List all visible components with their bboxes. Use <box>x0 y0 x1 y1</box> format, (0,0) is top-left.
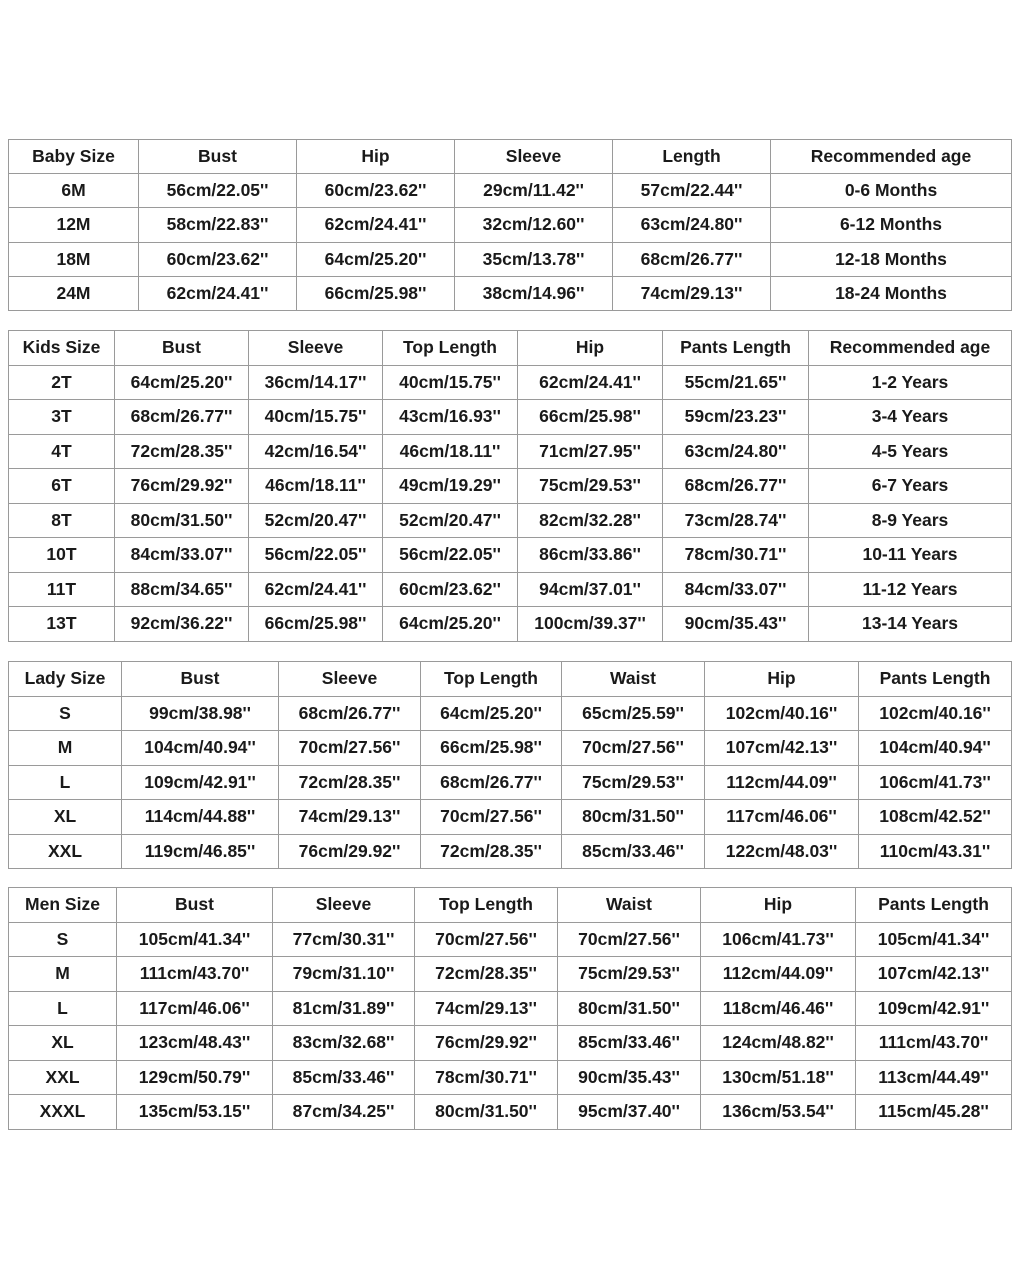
measurement-cell: 75cm/29.53'' <box>518 469 663 504</box>
measurement-cell: 85cm/33.46'' <box>562 834 705 869</box>
column-header: Men Size <box>9 888 117 923</box>
table-row <box>9 765 1012 800</box>
measurement-cell: 75cm/29.53'' <box>562 765 705 800</box>
measurement-cell: 108cm/42.52'' <box>859 800 1012 835</box>
measurement-cell: 92cm/36.22'' <box>115 607 249 642</box>
measurement-cell: 80cm/31.50'' <box>115 503 249 538</box>
measurement-cell: 68cm/26.77'' <box>115 400 249 435</box>
column-header: Baby Size <box>9 140 139 174</box>
size-label-cell: 6T <box>9 469 115 504</box>
measurement-cell: 66cm/25.98'' <box>421 731 562 766</box>
measurement-cell: 124cm/48.82'' <box>701 1026 856 1061</box>
measurement-cell: 58cm/22.83'' <box>139 208 297 242</box>
measurement-cell: 64cm/25.20'' <box>421 696 562 731</box>
table-row <box>9 365 1012 400</box>
column-header: Hip <box>518 331 663 366</box>
table-row <box>9 991 1012 1026</box>
column-header: Hip <box>701 888 856 923</box>
table-row <box>9 434 1012 469</box>
measurement-cell: 6-12 Months <box>771 208 1012 242</box>
measurement-cell: 62cm/24.41'' <box>249 572 383 607</box>
measurement-cell: 84cm/33.07'' <box>663 572 809 607</box>
measurement-cell: 66cm/25.98'' <box>518 400 663 435</box>
measurement-cell: 66cm/25.98'' <box>297 276 455 310</box>
size-label-cell: XXL <box>9 1060 117 1095</box>
measurement-cell: 57cm/22.44'' <box>613 174 771 208</box>
measurement-cell: 46cm/18.11'' <box>249 469 383 504</box>
table-row <box>9 696 1012 731</box>
size-label-cell: 10T <box>9 538 115 573</box>
size-label-cell: 6M <box>9 174 139 208</box>
lady-size-table-body <box>9 662 1012 869</box>
measurement-cell: 110cm/43.31'' <box>859 834 1012 869</box>
table-header-row <box>9 662 1012 697</box>
table-row <box>9 242 1012 276</box>
measurement-cell: 88cm/34.65'' <box>115 572 249 607</box>
men-size-table-body <box>9 888 1012 1130</box>
measurement-cell: 74cm/29.13'' <box>415 991 558 1026</box>
measurement-cell: 109cm/42.91'' <box>856 991 1012 1026</box>
measurement-cell: 56cm/22.05'' <box>249 538 383 573</box>
column-header: Kids Size <box>9 331 115 366</box>
table-header-row <box>9 888 1012 923</box>
measurement-cell: 29cm/11.42'' <box>455 174 613 208</box>
measurement-cell: 36cm/14.17'' <box>249 365 383 400</box>
measurement-cell: 111cm/43.70'' <box>856 1026 1012 1061</box>
table-row <box>9 1026 1012 1061</box>
measurement-cell: 63cm/24.80'' <box>663 434 809 469</box>
measurement-cell: 114cm/44.88'' <box>122 800 279 835</box>
measurement-cell: 70cm/27.56'' <box>415 922 558 957</box>
measurement-cell: 62cm/24.41'' <box>139 276 297 310</box>
measurement-cell: 38cm/14.96'' <box>455 276 613 310</box>
column-header: Waist <box>558 888 701 923</box>
measurement-cell: 107cm/42.13'' <box>705 731 859 766</box>
table-row <box>9 834 1012 869</box>
measurement-cell: 85cm/33.46'' <box>273 1060 415 1095</box>
measurement-cell: 74cm/29.13'' <box>279 800 421 835</box>
size-label-cell: L <box>9 765 122 800</box>
measurement-cell: 73cm/28.74'' <box>663 503 809 538</box>
measurement-cell: 68cm/26.77'' <box>663 469 809 504</box>
column-header: Sleeve <box>455 140 613 174</box>
table-row <box>9 800 1012 835</box>
column-header: Bust <box>139 140 297 174</box>
measurement-cell: 80cm/31.50'' <box>562 800 705 835</box>
measurement-cell: 129cm/50.79'' <box>117 1060 273 1095</box>
size-label-cell: 8T <box>9 503 115 538</box>
size-label-cell: 24M <box>9 276 139 310</box>
size-label-cell: S <box>9 696 122 731</box>
measurement-cell: 99cm/38.98'' <box>122 696 279 731</box>
measurement-cell: 46cm/18.11'' <box>383 434 518 469</box>
measurement-cell: 117cm/46.06'' <box>117 991 273 1026</box>
measurement-cell: 1-2 Years <box>809 365 1012 400</box>
measurement-cell: 105cm/41.34'' <box>117 922 273 957</box>
measurement-cell: 52cm/20.47'' <box>249 503 383 538</box>
kids-size-table <box>8 330 1012 642</box>
column-header: Bust <box>122 662 279 697</box>
measurement-cell: 70cm/27.56'' <box>421 800 562 835</box>
size-label-cell: 12M <box>9 208 139 242</box>
size-label-cell: M <box>9 731 122 766</box>
measurement-cell: 87cm/34.25'' <box>273 1095 415 1130</box>
measurement-cell: 70cm/27.56'' <box>279 731 421 766</box>
measurement-cell: 83cm/32.68'' <box>273 1026 415 1061</box>
measurement-cell: 6-7 Years <box>809 469 1012 504</box>
measurement-cell: 10-11 Years <box>809 538 1012 573</box>
measurement-cell: 86cm/33.86'' <box>518 538 663 573</box>
measurement-cell: 122cm/48.03'' <box>705 834 859 869</box>
measurement-cell: 79cm/31.10'' <box>273 957 415 992</box>
measurement-cell: 94cm/37.01'' <box>518 572 663 607</box>
table-row <box>9 208 1012 242</box>
table-row <box>9 538 1012 573</box>
column-header: Sleeve <box>279 662 421 697</box>
measurement-cell: 76cm/29.92'' <box>279 834 421 869</box>
measurement-cell: 119cm/46.85'' <box>122 834 279 869</box>
measurement-cell: 0-6 Months <box>771 174 1012 208</box>
kids-size-table-body <box>9 331 1012 642</box>
table-row <box>9 607 1012 642</box>
size-label-cell: XXXL <box>9 1095 117 1130</box>
column-header: Bust <box>117 888 273 923</box>
measurement-cell: 118cm/46.46'' <box>701 991 856 1026</box>
column-header: Top Length <box>383 331 518 366</box>
measurement-cell: 78cm/30.71'' <box>415 1060 558 1095</box>
table-row <box>9 469 1012 504</box>
measurement-cell: 111cm/43.70'' <box>117 957 273 992</box>
measurement-cell: 104cm/40.94'' <box>122 731 279 766</box>
measurement-cell: 64cm/25.20'' <box>115 365 249 400</box>
column-header: Hip <box>705 662 859 697</box>
measurement-cell: 80cm/31.50'' <box>415 1095 558 1130</box>
column-header: Hip <box>297 140 455 174</box>
measurement-cell: 56cm/22.05'' <box>383 538 518 573</box>
size-label-cell: 2T <box>9 365 115 400</box>
measurement-cell: 68cm/26.77'' <box>613 242 771 276</box>
measurement-cell: 13-14 Years <box>809 607 1012 642</box>
measurement-cell: 72cm/28.35'' <box>279 765 421 800</box>
measurement-cell: 68cm/26.77'' <box>279 696 421 731</box>
measurement-cell: 123cm/48.43'' <box>117 1026 273 1061</box>
measurement-cell: 106cm/41.73'' <box>701 922 856 957</box>
table-row <box>9 1060 1012 1095</box>
column-header: Sleeve <box>249 331 383 366</box>
measurement-cell: 72cm/28.35'' <box>421 834 562 869</box>
table-row <box>9 174 1012 208</box>
measurement-cell: 64cm/25.20'' <box>297 242 455 276</box>
measurement-cell: 82cm/32.28'' <box>518 503 663 538</box>
table-row <box>9 400 1012 435</box>
measurement-cell: 62cm/24.41'' <box>518 365 663 400</box>
measurement-cell: 4-5 Years <box>809 434 1012 469</box>
measurement-cell: 56cm/22.05'' <box>139 174 297 208</box>
table-row <box>9 503 1012 538</box>
measurement-cell: 52cm/20.47'' <box>383 503 518 538</box>
size-label-cell: XXL <box>9 834 122 869</box>
measurement-cell: 112cm/44.09'' <box>701 957 856 992</box>
measurement-cell: 100cm/39.37'' <box>518 607 663 642</box>
measurement-cell: 115cm/45.28'' <box>856 1095 1012 1130</box>
table-row <box>9 1095 1012 1130</box>
column-header: Top Length <box>421 662 562 697</box>
measurement-cell: 60cm/23.62'' <box>297 174 455 208</box>
table-row <box>9 276 1012 310</box>
size-label-cell: 4T <box>9 434 115 469</box>
column-header: Recommended age <box>809 331 1012 366</box>
column-header: Length <box>613 140 771 174</box>
measurement-cell: 102cm/40.16'' <box>705 696 859 731</box>
measurement-cell: 95cm/37.40'' <box>558 1095 701 1130</box>
measurement-cell: 62cm/24.41'' <box>297 208 455 242</box>
measurement-cell: 70cm/27.56'' <box>562 731 705 766</box>
table-header-row <box>9 140 1012 174</box>
measurement-cell: 65cm/25.59'' <box>562 696 705 731</box>
size-label-cell: 18M <box>9 242 139 276</box>
measurement-cell: 113cm/44.49'' <box>856 1060 1012 1095</box>
measurement-cell: 32cm/12.60'' <box>455 208 613 242</box>
measurement-cell: 80cm/31.50'' <box>558 991 701 1026</box>
measurement-cell: 66cm/25.98'' <box>249 607 383 642</box>
column-header: Pants Length <box>663 331 809 366</box>
size-label-cell: 11T <box>9 572 115 607</box>
measurement-cell: 78cm/30.71'' <box>663 538 809 573</box>
column-header: Waist <box>562 662 705 697</box>
baby-size-table-body <box>9 140 1012 311</box>
size-label-cell: M <box>9 957 117 992</box>
column-header: Recommended age <box>771 140 1012 174</box>
measurement-cell: 85cm/33.46'' <box>558 1026 701 1061</box>
measurement-cell: 49cm/19.29'' <box>383 469 518 504</box>
measurement-cell: 112cm/44.09'' <box>705 765 859 800</box>
measurement-cell: 60cm/23.62'' <box>383 572 518 607</box>
measurement-cell: 105cm/41.34'' <box>856 922 1012 957</box>
measurement-cell: 55cm/21.65'' <box>663 365 809 400</box>
table-row <box>9 957 1012 992</box>
size-label-cell: XL <box>9 1026 117 1061</box>
column-header: Top Length <box>415 888 558 923</box>
measurement-cell: 42cm/16.54'' <box>249 434 383 469</box>
measurement-cell: 84cm/33.07'' <box>115 538 249 573</box>
column-header: Sleeve <box>273 888 415 923</box>
table-row <box>9 572 1012 607</box>
size-label-cell: L <box>9 991 117 1026</box>
column-header: Pants Length <box>856 888 1012 923</box>
measurement-cell: 11-12 Years <box>809 572 1012 607</box>
table-row <box>9 922 1012 957</box>
column-header: Lady Size <box>9 662 122 697</box>
men-size-table <box>8 887 1012 1130</box>
measurement-cell: 70cm/27.56'' <box>558 922 701 957</box>
measurement-cell: 107cm/42.13'' <box>856 957 1012 992</box>
measurement-cell: 136cm/53.54'' <box>701 1095 856 1130</box>
measurement-cell: 102cm/40.16'' <box>859 696 1012 731</box>
measurement-cell: 135cm/53.15'' <box>117 1095 273 1130</box>
measurement-cell: 64cm/25.20'' <box>383 607 518 642</box>
measurement-cell: 40cm/15.75'' <box>383 365 518 400</box>
measurement-cell: 12-18 Months <box>771 242 1012 276</box>
measurement-cell: 35cm/13.78'' <box>455 242 613 276</box>
measurement-cell: 76cm/29.92'' <box>415 1026 558 1061</box>
measurement-cell: 3-4 Years <box>809 400 1012 435</box>
measurement-cell: 60cm/23.62'' <box>139 242 297 276</box>
size-label-cell: S <box>9 922 117 957</box>
measurement-cell: 59cm/23.23'' <box>663 400 809 435</box>
table-header-row <box>9 331 1012 366</box>
measurement-cell: 74cm/29.13'' <box>613 276 771 310</box>
column-header: Pants Length <box>859 662 1012 697</box>
column-header: Bust <box>115 331 249 366</box>
measurement-cell: 130cm/51.18'' <box>701 1060 856 1095</box>
measurement-cell: 109cm/42.91'' <box>122 765 279 800</box>
measurement-cell: 68cm/26.77'' <box>421 765 562 800</box>
measurement-cell: 18-24 Months <box>771 276 1012 310</box>
size-label-cell: 13T <box>9 607 115 642</box>
size-label-cell: 3T <box>9 400 115 435</box>
measurement-cell: 90cm/35.43'' <box>558 1060 701 1095</box>
measurement-cell: 8-9 Years <box>809 503 1012 538</box>
lady-size-table <box>8 661 1012 869</box>
measurement-cell: 72cm/28.35'' <box>415 957 558 992</box>
measurement-cell: 81cm/31.89'' <box>273 991 415 1026</box>
measurement-cell: 106cm/41.73'' <box>859 765 1012 800</box>
measurement-cell: 75cm/29.53'' <box>558 957 701 992</box>
measurement-cell: 76cm/29.92'' <box>115 469 249 504</box>
measurement-cell: 40cm/15.75'' <box>249 400 383 435</box>
table-row <box>9 731 1012 766</box>
size-label-cell: XL <box>9 800 122 835</box>
measurement-cell: 90cm/35.43'' <box>663 607 809 642</box>
measurement-cell: 71cm/27.95'' <box>518 434 663 469</box>
measurement-cell: 104cm/40.94'' <box>859 731 1012 766</box>
baby-size-table <box>8 139 1012 311</box>
measurement-cell: 77cm/30.31'' <box>273 922 415 957</box>
measurement-cell: 43cm/16.93'' <box>383 400 518 435</box>
measurement-cell: 117cm/46.06'' <box>705 800 859 835</box>
measurement-cell: 72cm/28.35'' <box>115 434 249 469</box>
measurement-cell: 63cm/24.80'' <box>613 208 771 242</box>
